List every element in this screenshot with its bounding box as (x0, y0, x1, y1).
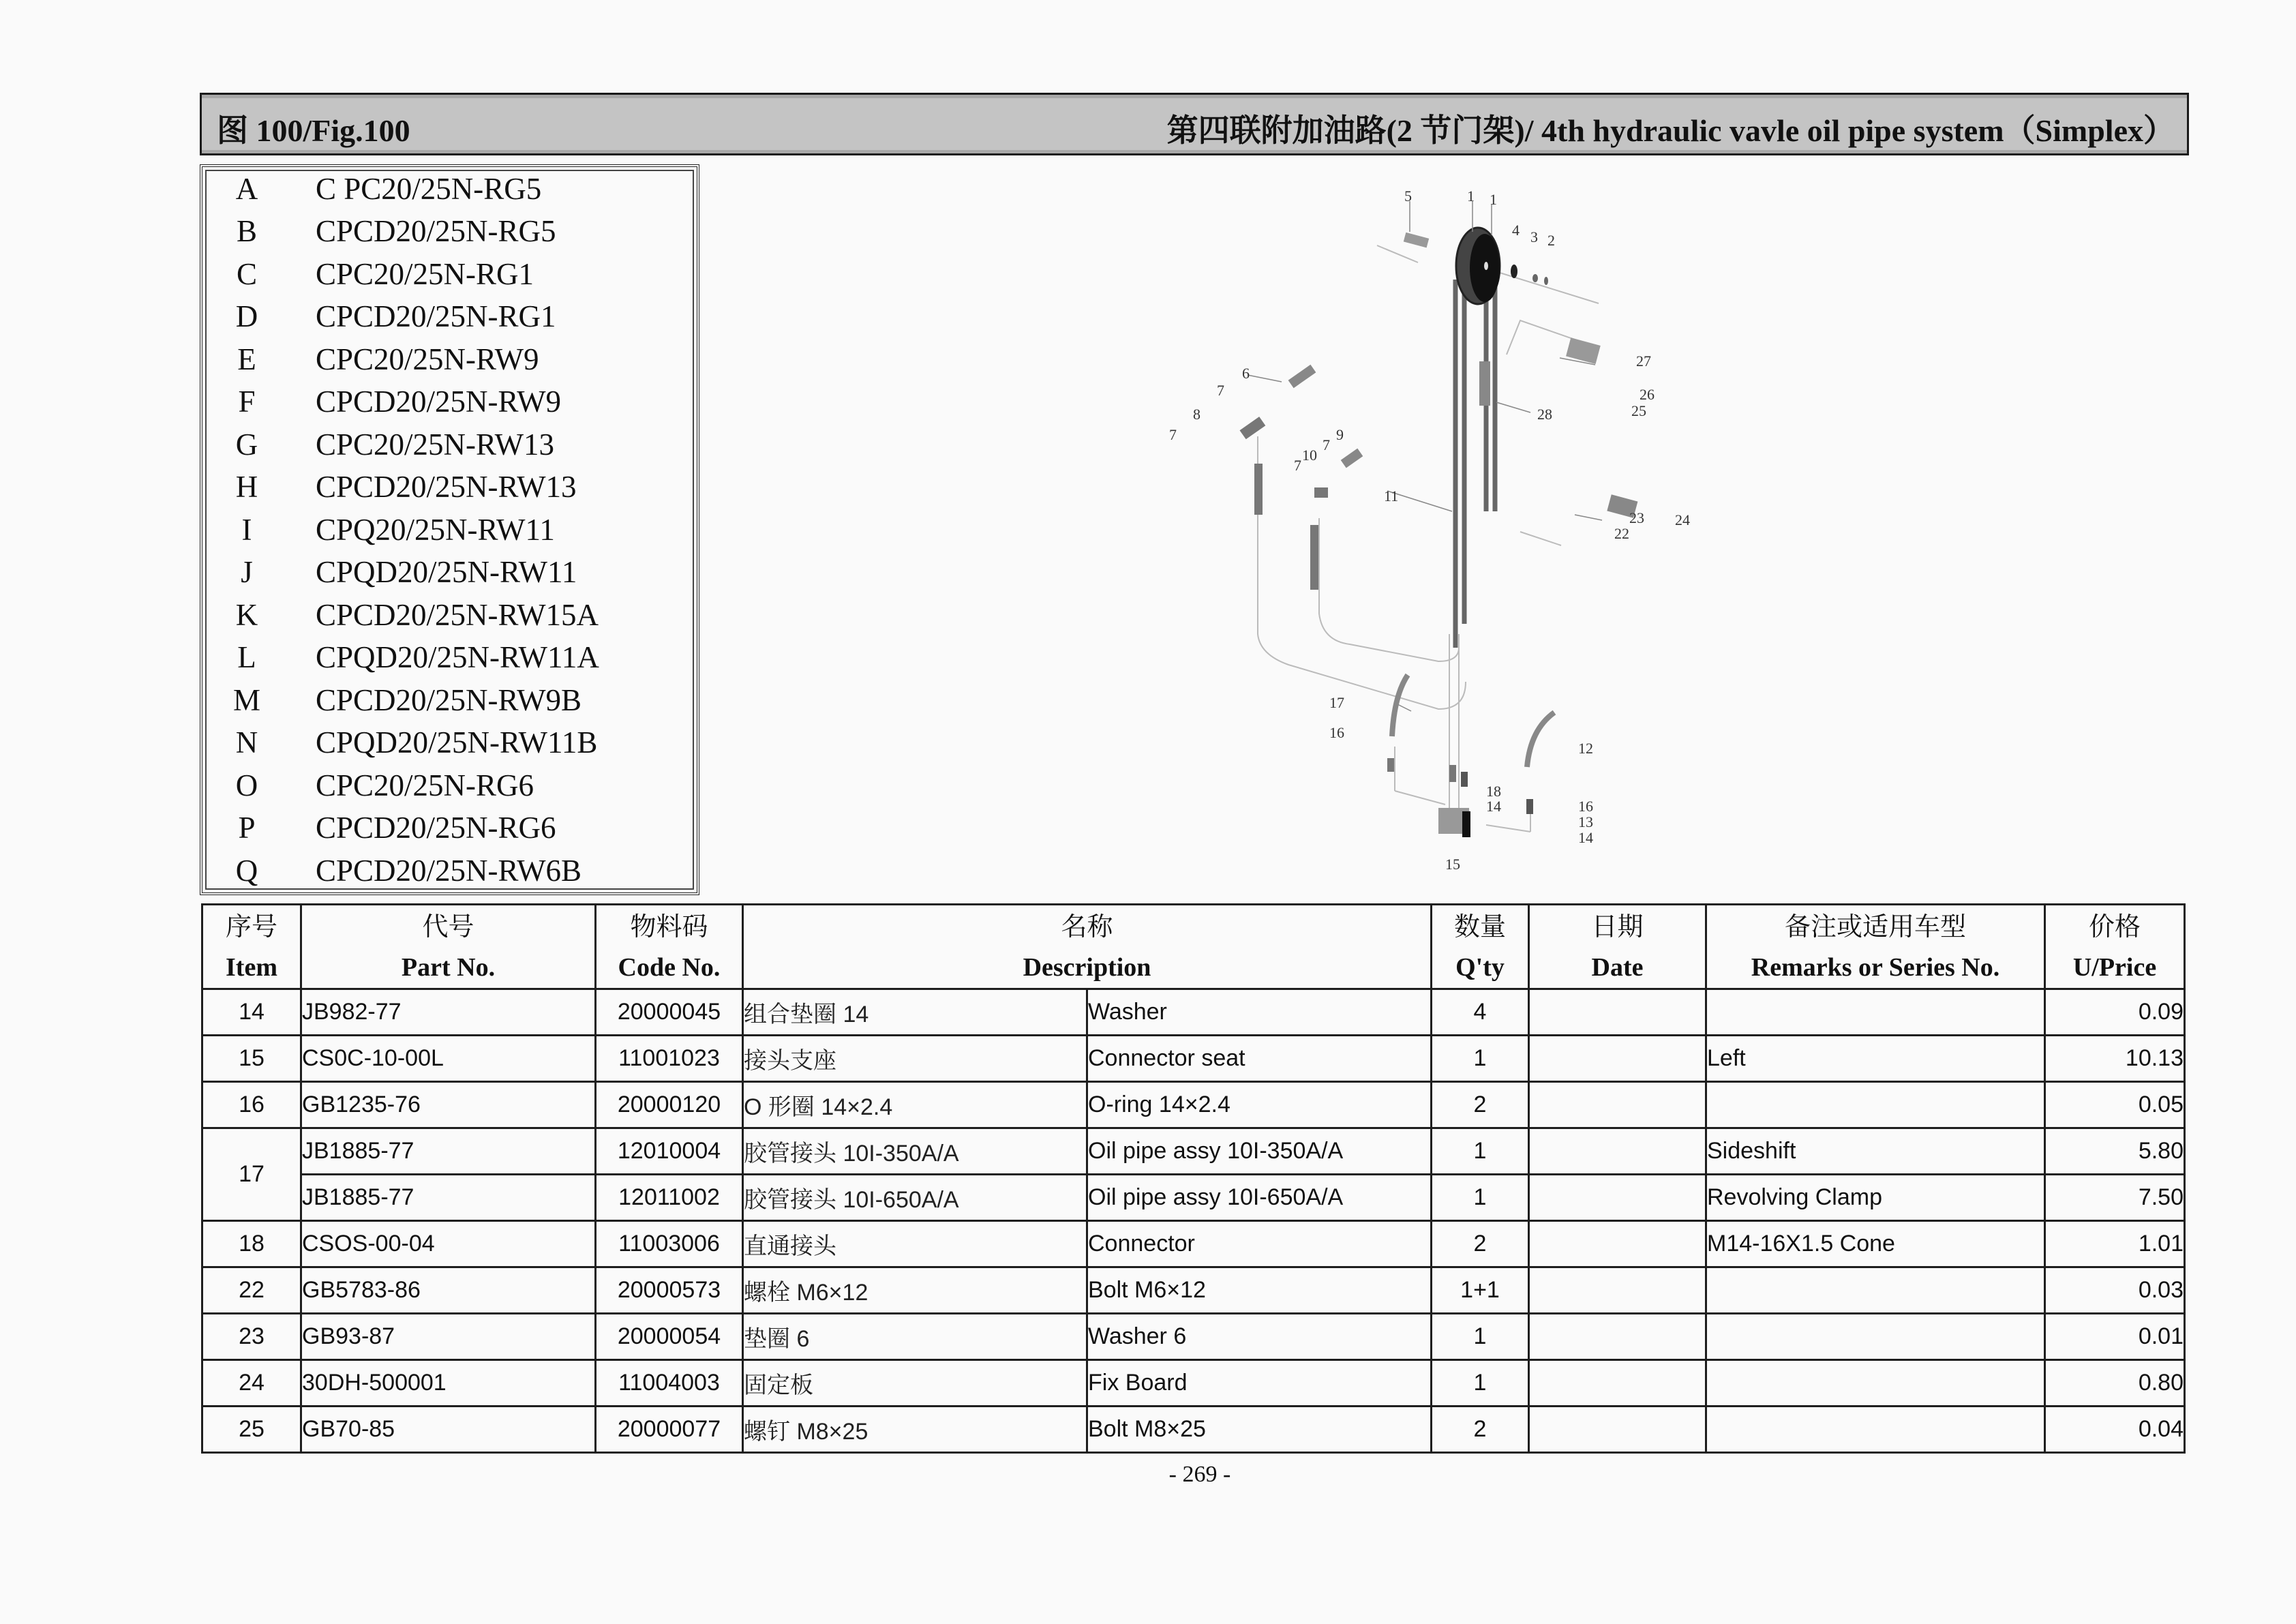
svg-text:15: 15 (1445, 856, 1460, 873)
table-header-row (202, 905, 2185, 989)
figure-header (200, 93, 2189, 155)
table-row: 24 30DH-500001 11004003 固定板 Fix Board 1 0.80 (202, 1360, 2185, 1407)
svg-text:1: 1 (1467, 187, 1475, 205)
table-row: 18 CSOS-00-04 11003006 直通接头 Connector 2 M14-16X1.5 Cone 1.01 (202, 1221, 2185, 1267)
svg-text:7: 7 (1169, 426, 1177, 443)
col-code-no: 物料码 Code No. (596, 905, 743, 989)
svg-text:7: 7 (1294, 457, 1301, 474)
svg-text:23: 23 (1629, 509, 1644, 526)
col-date: 日期 Date (1529, 905, 1706, 989)
table-row: 23 GB93-87 20000054 垫圈 6 Washer 6 1 0.01 (202, 1314, 2185, 1360)
svg-text:11: 11 (1384, 487, 1399, 505)
model-row: N CPQD20/25N-RW11B (235, 725, 598, 760)
col-part-no: 代号 Part No. (301, 905, 596, 989)
svg-text:22: 22 (1614, 525, 1629, 542)
svg-text:28: 28 (1537, 406, 1552, 423)
table-row: JB1885-77 12011002 胶管接头 10I-650A/A Oil pipe assy 10I-650A/A 1 Revolving Clamp 7.50 (202, 1175, 2185, 1221)
model-row: K CPCD20/25N-RW15A (235, 598, 599, 632)
svg-text:7: 7 (1217, 382, 1224, 399)
col-description: 名称 Description (743, 905, 1432, 989)
model-row: Q CPCD20/25N-RW6B (235, 854, 582, 888)
model-row: D CPCD20/25N-RG1 (235, 299, 556, 333)
col-qty: 数量 Q'ty (1432, 905, 1529, 989)
svg-text:17: 17 (1329, 694, 1344, 711)
svg-text:12: 12 (1578, 740, 1593, 757)
model-row: M CPCD20/25N-RW9B (232, 683, 582, 717)
model-row: O CPC20/25N-RG6 (235, 768, 534, 802)
svg-text:9: 9 (1336, 426, 1344, 443)
model-row: L CPQD20/25N-RW11A (237, 640, 599, 674)
table-row: 16 GB1235-76 20000120 O 形圈 14×2.4 O-ring 14×2.4 2 0.05 (202, 1082, 2185, 1128)
model-row: E CPC20/25N-RW9 (237, 342, 539, 376)
col-price: 价格 U/Price (2045, 905, 2185, 989)
model-row: H CPCD20/25N-RW13 (235, 470, 577, 504)
table-row: 17 JB1885-77 12010004 胶管接头 10I-350A/A Oil pipe assy 10I-350A/A 1 Sideshift 5.80 (202, 1128, 2185, 1175)
table-row: 15 CS0C-10-00L 11001023 接头支座 Connector seat 1 Left 10.13 (202, 1036, 2185, 1082)
model-row: J CPQD20/25N-RW11 (241, 555, 577, 589)
svg-text:5: 5 (1404, 187, 1412, 205)
svg-text:2: 2 (1547, 232, 1555, 249)
applicable-models-list (200, 164, 699, 895)
col-item: 序号 Item (202, 905, 301, 989)
figure-title: 第四联附加油路(2 节门架)/ 4th hydraulic vavle oil pipe system（Simplex） (1166, 113, 2175, 148)
table-row: 25 GB70-85 20000077 螺钉 M8×25 Bolt M8×25 2 0.04 (202, 1407, 2185, 1453)
svg-text:1: 1 (1490, 191, 1497, 208)
figure-label: 图 100/Fig.100 (217, 113, 410, 148)
model-row: F CPCD20/25N-RW9 (238, 385, 562, 419)
svg-text:13: 13 (1578, 813, 1593, 830)
exploded-parts-diagram (1132, 164, 1711, 886)
col-remarks: 备注或适用车型 Remarks or Series No. (1706, 905, 2045, 989)
parts-table (201, 903, 2186, 1454)
svg-text:4: 4 (1512, 222, 1520, 239)
svg-text:27: 27 (1636, 352, 1651, 370)
callout-labels (1169, 187, 1690, 873)
svg-text:25: 25 (1631, 402, 1646, 419)
svg-text:7: 7 (1323, 436, 1330, 453)
table-row: 14 JB982-77 20000045 组合垫圈 14 Washer 4 0.09 (202, 989, 2185, 1036)
model-row: C CPC20/25N-RG1 (236, 257, 534, 291)
model-row: G CPC20/25N-RW13 (235, 427, 555, 462)
svg-text:14: 14 (1486, 798, 1501, 815)
model-row: P CPCD20/25N-RG6 (238, 811, 556, 845)
table-row: 22 GB5783-86 20000573 螺栓 M6×12 Bolt M6×12 1+1 0.03 (202, 1267, 2185, 1314)
page-number: - 269 - (1168, 1462, 1231, 1487)
svg-text:24: 24 (1675, 511, 1690, 528)
model-row: B CPCD20/25N-RG5 (236, 214, 556, 248)
svg-text:26: 26 (1640, 386, 1655, 403)
model-row: A C PC20/25N-RG5 (235, 172, 542, 206)
svg-text:16: 16 (1329, 724, 1344, 741)
svg-text:18: 18 (1486, 783, 1501, 800)
svg-text:16: 16 (1578, 798, 1593, 815)
svg-text:3: 3 (1530, 228, 1538, 245)
svg-text:8: 8 (1193, 406, 1200, 423)
svg-text:14: 14 (1578, 829, 1593, 846)
svg-text:10: 10 (1302, 447, 1317, 464)
svg-text:6: 6 (1242, 365, 1250, 382)
model-row: I CPQ20/25N-RW11 (241, 513, 555, 547)
